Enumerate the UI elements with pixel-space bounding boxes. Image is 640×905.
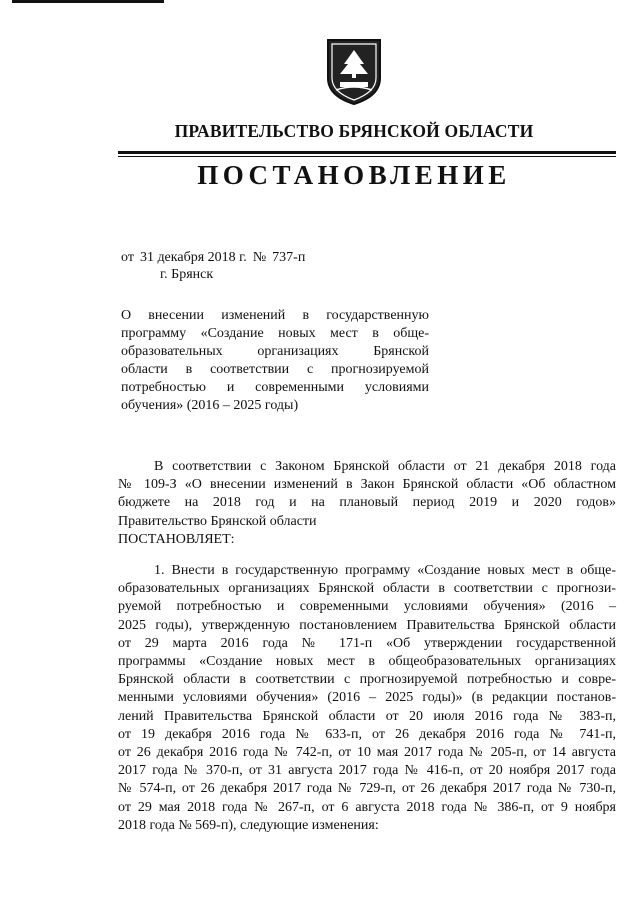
item-line: менными условиями обучения» (2016 – 2025 годы)» (в редакции постанов- bbox=[118, 690, 616, 706]
item-line: от 29 марта 2016 года № 171-п «Об утверждении государственной bbox=[118, 635, 616, 651]
header-rule-thin bbox=[118, 156, 616, 157]
header-rule-thick bbox=[118, 151, 616, 154]
date-number-line bbox=[121, 250, 311, 266]
item-line: Брянской области в соответствии с прогнозируемой потребностью и совре- bbox=[118, 672, 616, 688]
preamble-paragraph bbox=[118, 458, 616, 549]
item-line: от 19 декабря 2016 года № 633-п, от 26 декабря 2016 года № 741-п, bbox=[118, 726, 616, 742]
preamble-line: Правительство Брянской области bbox=[118, 513, 317, 529]
item-line: 1. Внести в государственную программу «Создание новых мест в обще- bbox=[154, 563, 616, 578]
item-line: образовательных организациях Брянской области в соответствии с прогнози- bbox=[118, 581, 616, 597]
subject-line: образовательных организациях Брянской bbox=[121, 344, 429, 359]
subject-line: программу «Создание новых мест в обще- bbox=[121, 326, 429, 341]
item-line: 2017 года № 370-п, от 31 августа 2017 года № 416-п, от 20 ноября 2017 года bbox=[118, 763, 616, 779]
number-sign: № bbox=[252, 250, 267, 265]
item-line: лений Правительства Брянской области от 20 июля 2016 года № 383-п, bbox=[118, 708, 616, 724]
item-1-paragraph bbox=[118, 562, 616, 835]
subject-line: обучения» (2016 – 2025 годы) bbox=[121, 398, 299, 413]
item-line: от 29 мая 2018 года № 267-п, от 6 августа 2018 года № 386-п, от 9 ноября bbox=[118, 799, 616, 815]
subject-line: О внесении изменений в государственную bbox=[121, 308, 429, 323]
document-city: г. Брянск bbox=[160, 267, 214, 282]
item-line: № 574-п, от 26 декабря 2017 года № 729-п, от 26 декабря 2017 года № 730-п, bbox=[118, 781, 616, 797]
item-line: программы «Создание новых мест в общеобразовательных организациях bbox=[118, 654, 616, 670]
preamble-line: № 109-З «О внесении изменений в Закон Брянской области «Об областном bbox=[118, 477, 616, 493]
document-number: 737-п bbox=[272, 250, 306, 265]
document-subject bbox=[121, 307, 429, 415]
resolves-heading: ПОСТАНОВЛЯЕТ: bbox=[118, 531, 235, 547]
coat-of-arms-icon bbox=[326, 38, 382, 106]
document-type-title: ПОСТАНОВЛЕНИЕ bbox=[197, 160, 511, 190]
preamble-line: бюджете на 2018 год и на плановый период 2019 и 2020 годов» bbox=[118, 495, 616, 511]
item-line: 2025 годы), утвержденную постановлением Правительства Брянской области bbox=[118, 617, 616, 633]
organization-name: ПРАВИТЕЛЬСТВО БРЯНСКОЙ ОБЛАСТИ bbox=[174, 121, 534, 141]
document-date: 31 декабря 2018 г. bbox=[139, 250, 247, 265]
item-line: от 26 декабря 2016 года № 742-п, от 10 мая 2017 года № 205-п, от 14 августа bbox=[118, 745, 616, 761]
subject-line: области в соответствии с прогнозируемой bbox=[121, 362, 429, 377]
date-prefix: от bbox=[121, 250, 134, 265]
top-edge-line bbox=[12, 0, 164, 3]
item-line: руемой потребностью и современными условиями обучения» (2016 – bbox=[118, 599, 616, 615]
preamble-line: В соответствии с Законом Брянской области от 21 декабря 2018 года bbox=[154, 459, 616, 474]
item-line: 2018 года № 569-п), следующие изменения: bbox=[118, 817, 379, 833]
subject-line: потребностью и современными условиями bbox=[121, 380, 429, 395]
